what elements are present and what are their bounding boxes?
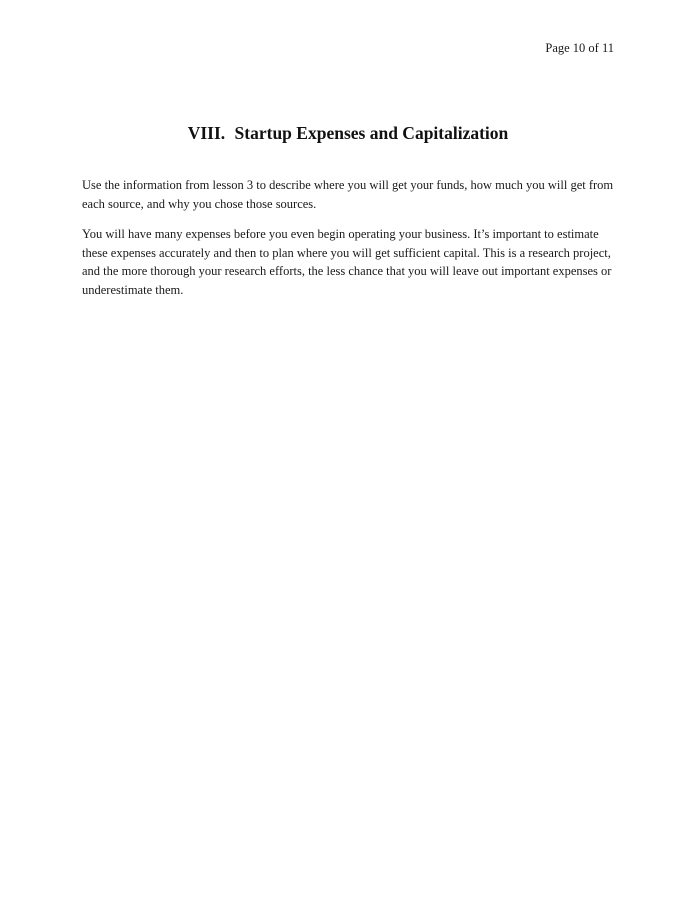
page-number: Page 10 of 11 (545, 41, 614, 55)
paragraph-funding-sources: Use the information from lesson 3 to describe where you will get your funds, how much you will get from each source, and why you chose those sources. (82, 178, 614, 211)
section-number: VIII. (187, 123, 226, 143)
section-title: Startup Expenses and Capitalization (234, 123, 509, 143)
section-heading (0, 122, 696, 144)
paragraph-startup-expenses: You will have many expenses before you even begin operating your business. It’s important to estimate these expenses accurately and then to plan where you will get sufficient capital. This is a research project, and the more thorough your research efforts, the less chance that you will leave out important expenses or underestimate them. (82, 227, 612, 297)
